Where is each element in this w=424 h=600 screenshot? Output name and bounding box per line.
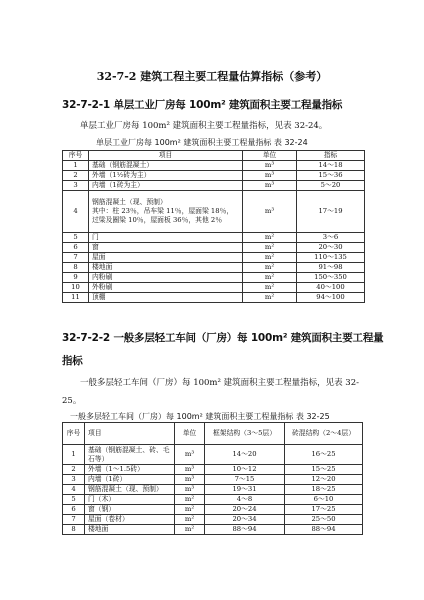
cell-value: 110～135 [297,253,365,263]
section-heading-32-7-2-1: 32-7-2-1 单层工业厂房每 100m² 建筑面积主要工程量指标 [62,99,343,111]
cell-unit: m³ [175,485,205,495]
table-32-25 [62,422,363,535]
cell-value: 14～18 [297,161,365,171]
cell-value: 94～100 [297,293,365,303]
section2-intro-line1: 一般多层轻工车间（厂房）每 100m² 建筑面积主要工程量指标，见表 32- [80,378,359,388]
section2-intro-line2: 25。 [62,396,82,406]
cell-brick: 18～25 [285,485,363,495]
table-row [63,475,363,485]
table-row [63,515,363,525]
cell-no: 2 [63,171,89,181]
cell-value: 20～30 [297,243,365,253]
cell-item: 屋面 [89,253,243,263]
table-row [63,445,363,465]
cell-unit: m³ [175,445,205,465]
table-row [63,525,363,535]
cell-no: 6 [63,243,89,253]
cell-brick: 16～25 [285,445,363,465]
cell-no: 5 [63,233,89,243]
cell-no: 8 [63,263,89,273]
section-heading-32-7-2-2-line2: 指标 [62,355,83,367]
cell-unit: m² [243,243,297,253]
cell-no: 10 [63,283,89,293]
cell-unit: m² [243,253,297,263]
cell-item: 基础（钢筋混凝土、砖、毛石等） [85,445,175,465]
table-32-24 [62,150,365,303]
cell-item: 屋面（卷材） [85,515,175,525]
cell-frame: 7～15 [205,475,285,485]
table-row [63,485,363,495]
page-title: 32-7-2 建筑工程主要工程量估算指标（参考） [96,70,328,83]
cell-frame: 20～24 [205,505,285,515]
cell-item: 门（木） [85,495,175,505]
col-header-value: 指标 [297,151,365,161]
cell-frame: 4～8 [205,495,285,505]
cell-item: 窗 [89,243,243,253]
cell-item: 顶棚 [89,293,243,303]
table-row [63,191,365,233]
cell-value: 91～98 [297,263,365,273]
cell-no: 3 [63,475,85,485]
cell-item: 楼地面 [85,525,175,535]
section-heading-32-7-2-2-line1: 32-7-2-2 一般多层轻工车间（厂房）每 100m² 建筑面积主要工程量 [62,332,384,344]
col-header-unit: 单位 [175,423,205,445]
cell-unit: m² [243,283,297,293]
cell-no: 4 [63,191,89,233]
table-32-24-caption: 单层工业厂房每 100m² 建筑面积主要工程量指标 表 32-24 [96,138,308,147]
cell-no: 8 [63,525,85,535]
cell-unit: m² [175,525,205,535]
cell-no: 6 [63,505,85,515]
cell-item: 外墙（1～1.5砖） [85,465,175,475]
table-row [63,253,365,263]
col-header-no: 序号 [63,423,85,445]
table-row [63,161,365,171]
section1-intro: 单层工业厂房每 100m² 建筑面积主要工程量指标，见表 32-24。 [80,121,328,131]
cell-brick: 12～20 [285,475,363,485]
cell-no: 7 [63,253,89,263]
table-row [63,495,363,505]
cell-value: 40～100 [297,283,365,293]
cell-value: 5～20 [297,181,365,191]
cell-item: 门 [89,233,243,243]
cell-brick: 88～94 [285,525,363,535]
cell-brick: 6～10 [285,495,363,505]
cell-frame: 10～12 [205,465,285,475]
cell-unit: m³ [175,475,205,485]
cell-item: 内墙（1砖） [85,475,175,485]
table-row [63,273,365,283]
cell-frame: 14～20 [205,445,285,465]
cell-no: 5 [63,495,85,505]
table-row [63,243,365,253]
cell-item: 楼地面 [89,263,243,273]
cell-value: 150～350 [297,273,365,283]
cell-unit: m² [175,515,205,525]
cell-value: 15～36 [297,171,365,181]
cell-unit: m² [175,505,205,515]
table-32-25-caption: 一般多层轻工车间（厂房）每 100m² 建筑面积主要工程量指标 表 32-25 [70,412,330,421]
cell-item: 基础（钢筋混凝土） [89,161,243,171]
col-header-no: 序号 [63,151,89,161]
table-row [63,263,365,273]
col-header-item: 项目 [85,423,175,445]
col-header-item: 项目 [89,151,243,161]
col-header-unit: 单位 [243,151,297,161]
cell-frame: 88～94 [205,525,285,535]
cell-brick: 17～25 [285,505,363,515]
cell-unit: m² [243,263,297,273]
cell-unit: m³ [243,191,297,233]
cell-unit: m³ [243,161,297,171]
table-row [63,233,365,243]
cell-unit: m² [243,293,297,303]
cell-no: 4 [63,485,85,495]
cell-item: 内粉刷 [89,273,243,283]
table-row [63,293,365,303]
table-row [63,171,365,181]
cell-item: 窗（钢） [85,505,175,515]
cell-brick: 15～25 [285,465,363,475]
col-header-frame: 框架结构（3～5层） [205,423,285,445]
table-row [63,465,363,475]
cell-item: 钢筋混凝土（现、预制） [85,485,175,495]
cell-brick: 25～50 [285,515,363,525]
cell-no: 11 [63,293,89,303]
cell-no: 3 [63,181,89,191]
cell-unit: m² [243,233,297,243]
cell-item: 外粉刷 [89,283,243,293]
cell-no: 9 [63,273,89,283]
cell-unit: m³ [243,181,297,191]
cell-unit: m² [175,495,205,505]
cell-no: 1 [63,445,85,465]
cell-value: 3～6 [297,233,365,243]
cell-unit: m² [243,273,297,283]
table-row [63,505,363,515]
cell-frame: 20～34 [205,515,285,525]
cell-unit: m³ [175,465,205,475]
cell-item: 钢筋混凝土（现、预制） 其中：柱 23％，吊车梁 11％，屋面梁 18％，过梁及圈梁 10％，屋面板 36％，其他 2％ [89,191,243,233]
col-header-brick: 砖混结构（2～4层） [285,423,363,445]
cell-item: 内墙（1砖为主） [89,181,243,191]
table-row [63,181,365,191]
cell-unit: m³ [243,171,297,181]
table-row [63,283,365,293]
cell-no: 2 [63,465,85,475]
cell-frame: 19～31 [205,485,285,495]
cell-value: 17～19 [297,191,365,233]
cell-no: 7 [63,515,85,525]
cell-no: 1 [63,161,89,171]
cell-item: 外墙（1½砖为主） [89,171,243,181]
